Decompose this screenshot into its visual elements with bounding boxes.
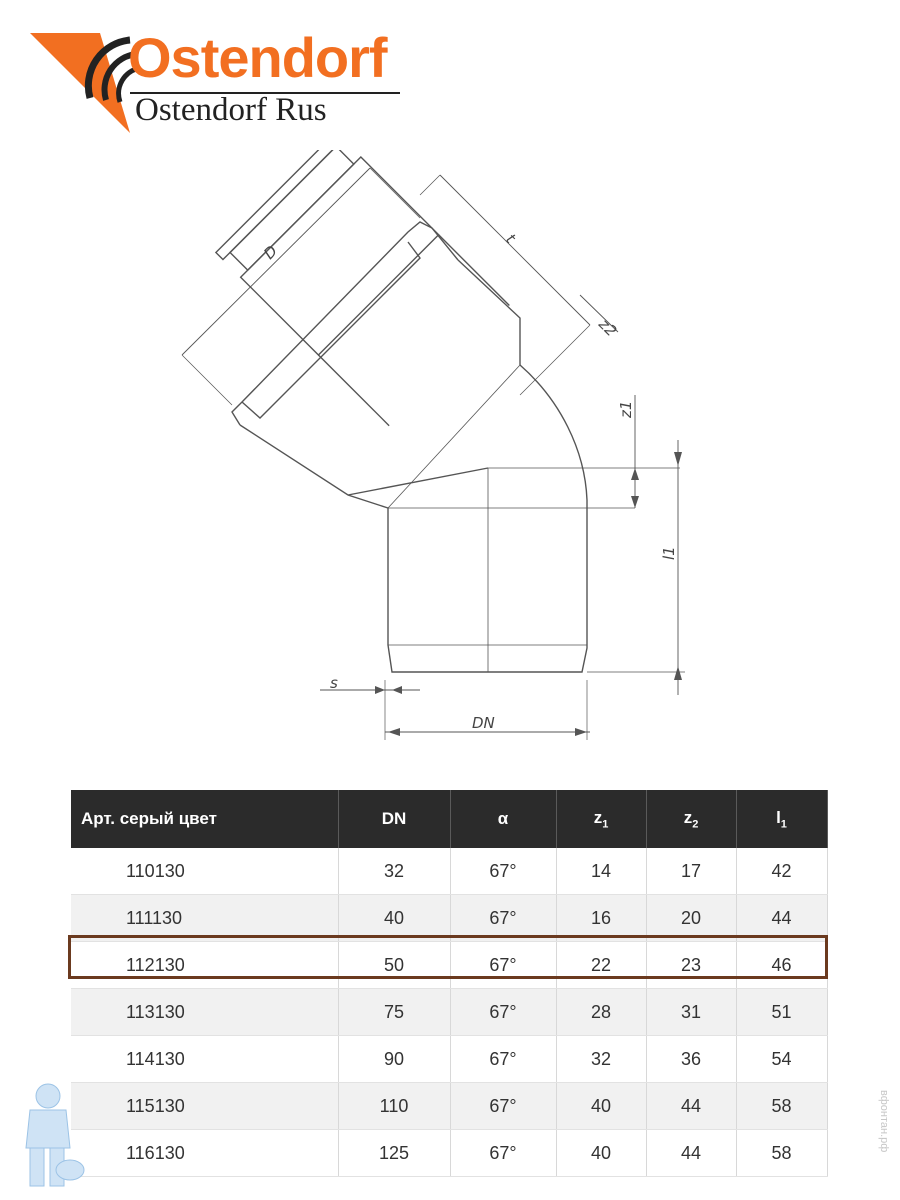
table-row — [71, 942, 827, 989]
dimension-l1-label: l1 — [660, 546, 678, 560]
table-cell: 111130 — [71, 895, 338, 942]
table-cell: 67° — [450, 1083, 556, 1130]
table-row — [71, 895, 827, 942]
table-cell: 67° — [450, 1130, 556, 1177]
dimension-t-label: t — [502, 230, 520, 247]
table-cell: 44 — [736, 895, 827, 942]
logo-mark-icon — [30, 28, 140, 138]
table-cell: 36 — [646, 1036, 736, 1083]
table-cell: 17 — [646, 848, 736, 895]
table-cell: 75 — [338, 989, 450, 1036]
table-cell: 54 — [736, 1036, 827, 1083]
table-row — [71, 989, 827, 1036]
table-cell: 58 — [736, 1083, 827, 1130]
table-cell: 40 — [338, 895, 450, 942]
table-row — [71, 1036, 827, 1083]
table-cell: 14 — [556, 848, 646, 895]
table-cell: 67° — [450, 895, 556, 942]
table-cell: 114130 — [71, 1036, 338, 1083]
table-cell: 31 — [646, 989, 736, 1036]
table-cell: 115130 — [71, 1083, 338, 1130]
logo-title: Ostendorf — [128, 26, 387, 89]
table-row — [71, 1130, 827, 1177]
plumber-mascot-icon — [8, 1078, 88, 1193]
header-alpha: α — [450, 790, 556, 848]
table-cell: 44 — [646, 1130, 736, 1177]
table-cell: 50 — [338, 942, 450, 989]
dimension-z1-label: z1 — [617, 400, 635, 418]
dimension-d-label: D — [260, 241, 282, 263]
watermark: вфонтан.рф — [878, 1090, 890, 1153]
table-cell: 113130 — [71, 989, 338, 1036]
brand-logo — [30, 28, 390, 138]
table-cell: 40 — [556, 1130, 646, 1177]
table-cell: 110 — [338, 1083, 450, 1130]
table-cell: 23 — [646, 942, 736, 989]
table-row — [71, 1083, 827, 1130]
dimension-z2-label: z2 — [595, 315, 621, 341]
dimension-dn-label: DN — [472, 714, 495, 732]
table-cell: 67° — [450, 1036, 556, 1083]
table-cell: 112130 — [71, 942, 338, 989]
table-cell: 32 — [338, 848, 450, 895]
product-table — [71, 790, 827, 1177]
table-cell: 125 — [338, 1130, 450, 1177]
header-z1: $z_1$ — [556, 790, 646, 848]
logo-subtitle: Ostendorf Rus — [135, 92, 327, 128]
table-cell: 16 — [556, 895, 646, 942]
table-cell: 67° — [450, 989, 556, 1036]
table-cell: 44 — [646, 1083, 736, 1130]
table-cell: 22 — [556, 942, 646, 989]
table-cell: 90 — [338, 1036, 450, 1083]
header-z2: $z_2$ — [646, 790, 736, 848]
table-cell: 51 — [736, 989, 827, 1036]
table-cell: 28 — [556, 989, 646, 1036]
table-cell: 58 — [736, 1130, 827, 1177]
pipe-bend-drawing — [120, 150, 760, 760]
dimension-s-label: s — [330, 674, 338, 692]
table-cell: 67° — [450, 848, 556, 895]
table-cell: 42 — [736, 848, 827, 895]
table-row — [71, 848, 827, 895]
table-cell: 32 — [556, 1036, 646, 1083]
table-cell: 67° — [450, 942, 556, 989]
table-cell: 46 — [736, 942, 827, 989]
table-cell: 40 — [556, 1083, 646, 1130]
header-l1: $l_1$ — [736, 790, 827, 848]
table-cell: 116130 — [71, 1130, 338, 1177]
header-dn: DN — [338, 790, 450, 848]
header-article: Арт. серый цвет — [71, 790, 338, 848]
table-header-row — [71, 790, 827, 848]
table-cell: 20 — [646, 895, 736, 942]
table-cell: 110130 — [71, 848, 338, 895]
